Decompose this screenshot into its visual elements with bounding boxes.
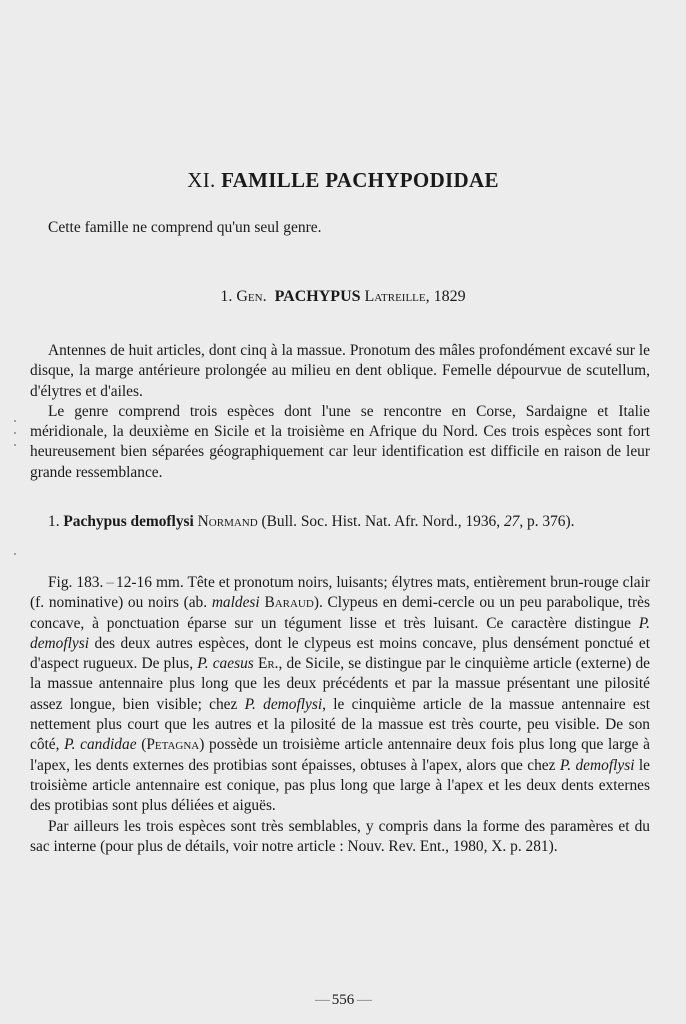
species-italic: P. demoflysi <box>30 614 650 652</box>
species-author: Normand <box>197 513 258 530</box>
genus-paragraph: Antennes de huit articles, dont cinq à la massue. Pronotum des mâles profondément excavé sur le disque, la marge antérieure prolongée au milieu en dent oblique. Femelle dépourvue de scutellum, d'élytres et d'ailes. <box>30 342 650 400</box>
chapter-numeral: XI. <box>187 168 216 192</box>
genus-description <box>30 341 650 483</box>
species-italic: P. caesus <box>197 655 254 673</box>
species-heading <box>30 512 650 532</box>
page-number-value: 556 <box>331 992 355 1008</box>
genus-number: 1. <box>220 288 237 305</box>
species-reference-page: , p. 376). <box>519 513 575 530</box>
species-italic: P. demoflysi <box>559 756 635 774</box>
family-intro: Cette famille ne comprend qu'un seul genre. <box>48 219 322 236</box>
margin-mark <box>14 420 16 422</box>
page-number: — 556 — <box>315 992 371 1008</box>
species-description <box>30 573 650 857</box>
margin-mark <box>14 444 16 446</box>
species-italic: P. candidae <box>64 736 137 754</box>
genus-label: Gen. <box>236 288 267 305</box>
species-name: Pachypus demoflysi <box>63 513 194 530</box>
genus-author: Latreille <box>364 288 426 305</box>
chapter-name: FAMILLE PACHYPODIDAE <box>221 168 499 192</box>
margin-mark <box>14 432 16 434</box>
chapter-title <box>0 168 686 193</box>
species-reference: (Bull. Soc. Hist. Nat. Afr. Nord., 1936, <box>257 513 504 530</box>
description-paragraph: Fig. 183. – 12-16 mm. Tête et pronotum noirs, luisants; élytres mats, entièrement brun-rouge clair (f. nominative) ou noirs (ab. maldesi Baraud). Clypeus en demi-cercle ou un peu parabolique, très concave, à ponctuation éparse sur un tégument lisse et très luisant. Ce caractère distingue P. demoflysi des deux autres espèces, dont le clypeus est moins concave, plus densément ponctué et d'aspect rugueux. De plus, P. caesus Er., de Sicile, se distingue par le cinquième article (externe) de la massue antennaire plus long que les deux précédents et par la massue présentant une pilosité assez longue, bien visible; chez P. demoflysi, le cinquième article de la massue antennaire est nettement plus court que les autres et la pilosité de la massue est très courte, peu visible. De son côté, P. candidae (Petagna) possède un troisième article antennaire deux fois plus long que large à l'apex, les dents externes des protibias sont épaisses, obtuses à l'apex, alors que chez P. demoflysi le troisième article antennaire est conique, pas plus long que large à l'apex et les deux dents externes des protibias sont plus déliées et aiguës. <box>30 574 651 815</box>
genus-paragraph: Le genre comprend trois espèces dont l'une se rencontre en Corse, Sardaigne et Italie méridionale, la deuxième en Sicile et la troisième en Afrique du Nord. Ces trois espèces sont fort heureusement bien séparées géographiquement car leur identification est difficile en raison de leur grande ressemblance. <box>30 402 650 481</box>
margin-mark <box>14 553 16 555</box>
genus-year: , 1829 <box>425 288 466 305</box>
aberration-author: Baraud <box>264 594 314 612</box>
species-italic: P. demoflysi <box>244 695 323 713</box>
description-paragraph: Par ailleurs les trois espèces sont très semblables, y compris dans la forme des paramères et du sac interne (pour plus de détails, voir notre article : Nouv. Rev. Ent., 1980, X. p. 281). <box>30 817 650 855</box>
species-number: 1. <box>48 513 64 530</box>
genus-name: PACHYPUS <box>274 288 361 305</box>
aberration-name: maldesi <box>211 594 260 612</box>
figure-reference: Fig. 183. <box>48 574 104 591</box>
species-reference-volume: 27 <box>503 513 520 530</box>
genus-heading <box>0 288 686 306</box>
